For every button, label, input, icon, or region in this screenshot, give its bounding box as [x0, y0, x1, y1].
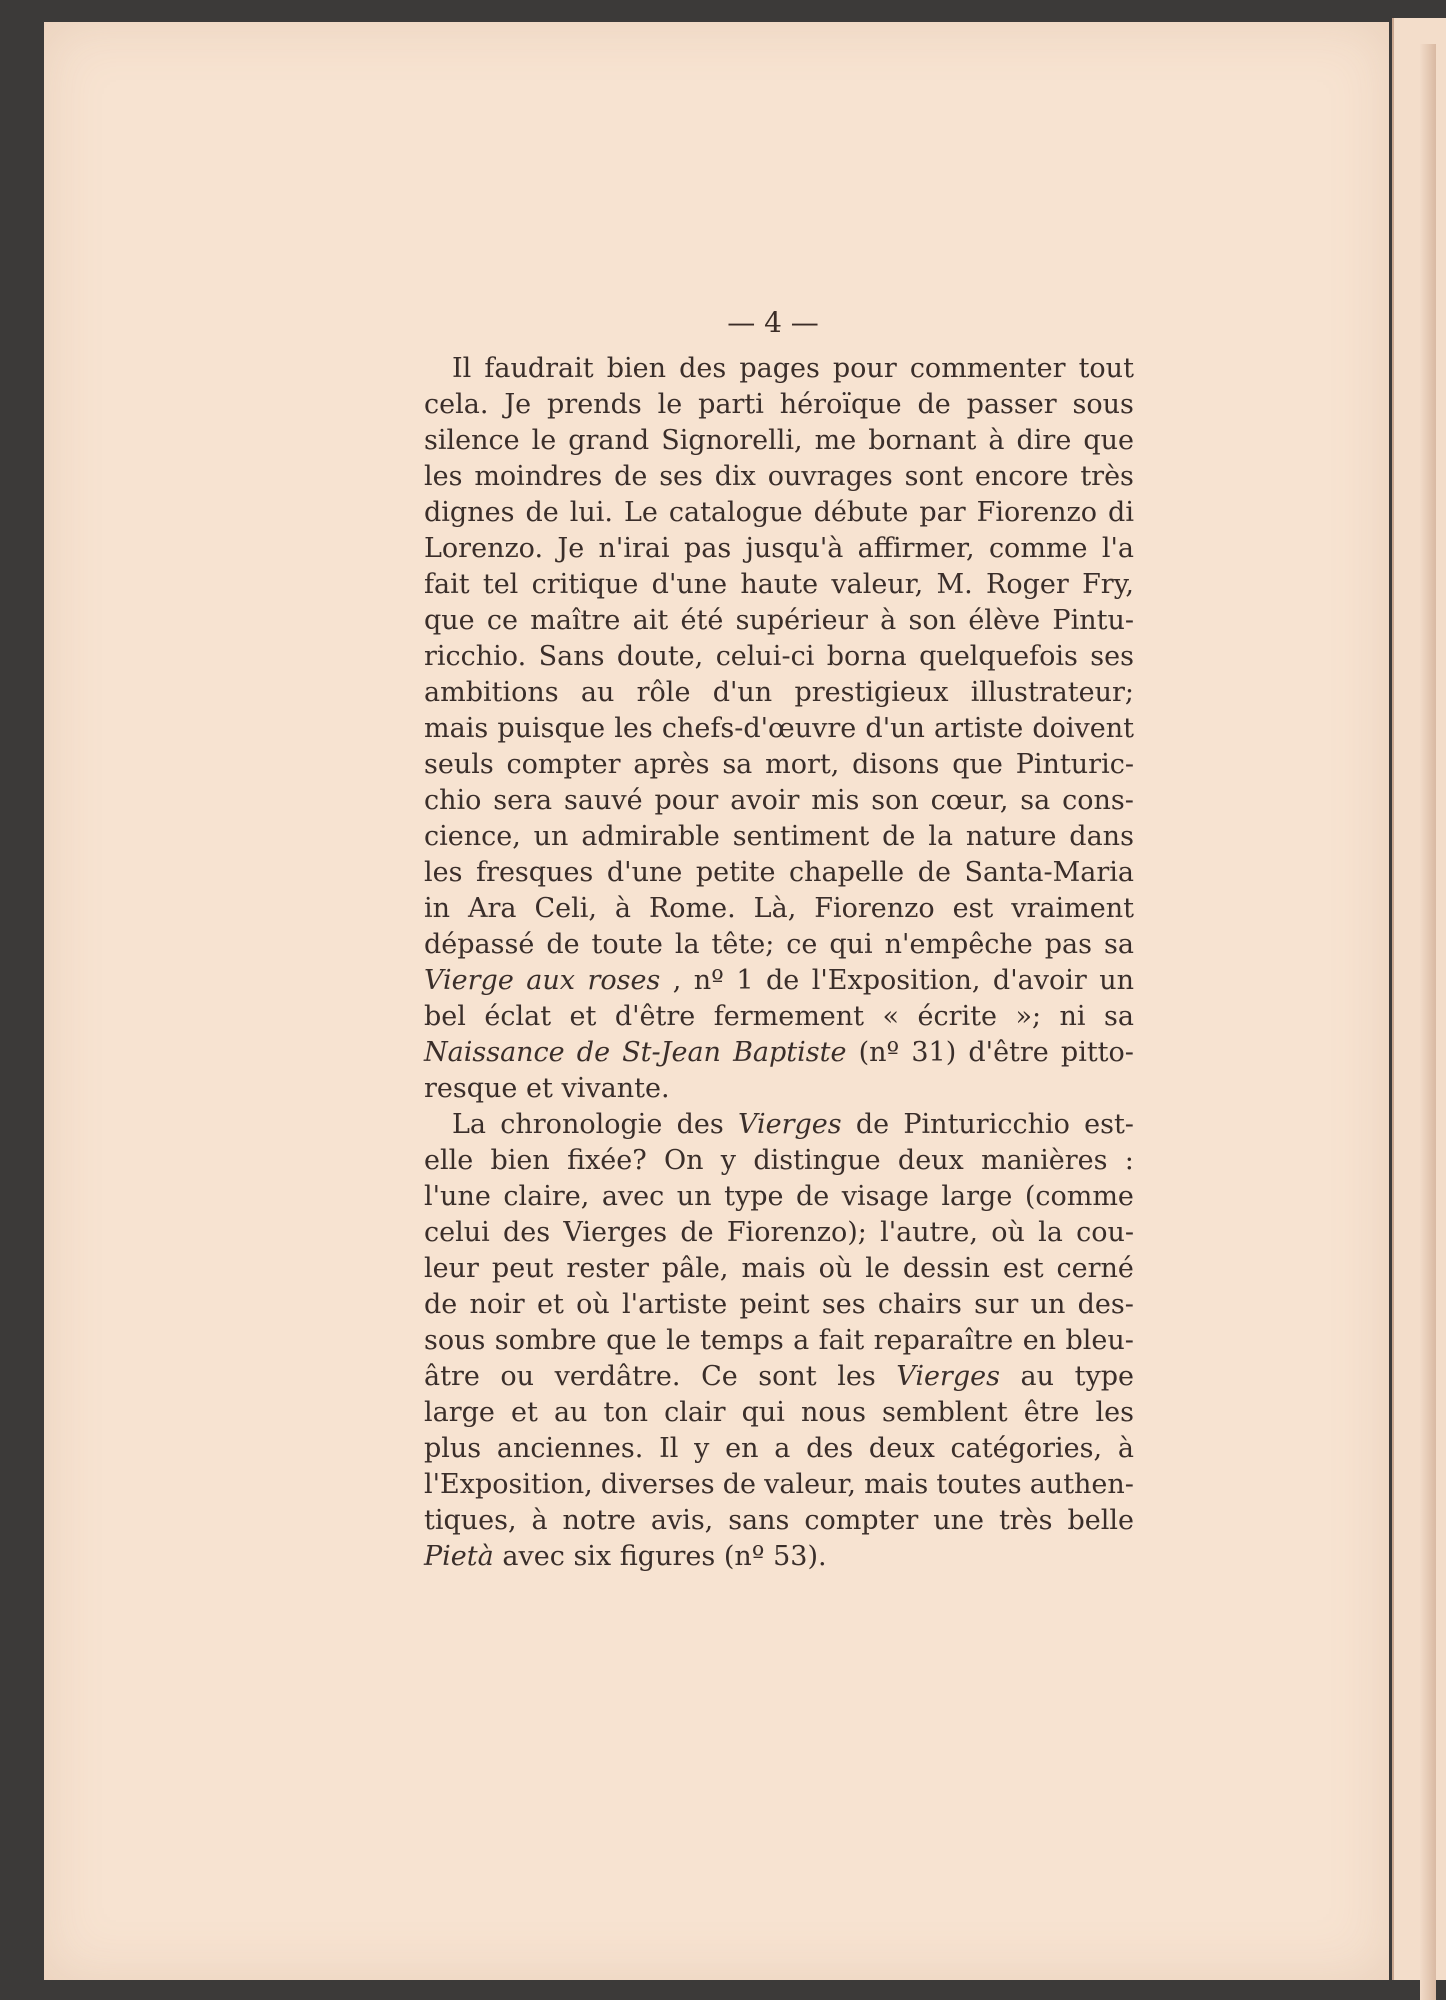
text-line: les fresques d'une petite chapelle de Santa-Maria: [424, 857, 1134, 888]
text-line: fait tel critique d'une haute valeur, M. Roger Fry,: [424, 569, 1134, 600]
text-line: que ce maître ait été supérieur à son élève Pintu-: [424, 605, 1134, 636]
page-fold-shadow: [1420, 44, 1436, 2000]
text-line: l'Exposition, diverses de valeur, mais toutes authen-: [424, 1469, 1134, 1500]
text-line: elle bien fixée? On y distingue deux manières :: [424, 1145, 1134, 1176]
text-line: large et au ton clair qui nous semblent être les: [424, 1397, 1134, 1428]
text-line: leur peut rester pâle, mais où le dessin est cerné: [424, 1253, 1134, 1284]
text-line: ricchio. Sans doute, celui-ci borna quelquefois ses: [424, 641, 1134, 672]
text-line: cience, un admirable sentiment de la nature dans: [424, 821, 1134, 852]
text-line: âtre ou verdâtre. Ce sont les Vierges au type: [424, 1361, 1134, 1392]
page-number: — 4 —: [727, 306, 819, 339]
text-line: resque et vivante.: [424, 1073, 670, 1104]
adjacent-page-edge: [1392, 18, 1446, 1980]
text-line: Vierge aux roses , nº 1 de l'Exposition, d'avoir un: [424, 965, 1134, 996]
text-line: seuls compter après sa mort, disons que Pinturic-: [424, 749, 1134, 780]
text-line: Lorenzo. Je n'irai pas jusqu'à affirmer, comme l'a: [424, 533, 1134, 564]
text-line: de noir et où l'artiste peint ses chairs sur un des-: [424, 1289, 1134, 1320]
text-line: mais puisque les chefs-d'œuvre d'un artiste doivent: [424, 713, 1134, 744]
text-line: silence le grand Signorelli, me bornant à dire que: [424, 425, 1134, 456]
text-line: bel éclat et d'être fermement « écrite »; ni sa: [424, 1001, 1134, 1032]
text-line: in Ara Celi, à Rome. Là, Fiorenzo est vraiment: [424, 893, 1134, 924]
text-line: dignes de lui. Le catalogue débute par Fiorenzo di: [424, 497, 1134, 528]
text-line: Il faudrait bien des pages pour commenter tout: [452, 353, 1134, 384]
text-line: cela. Je prends le parti héroïque de passer sous: [424, 389, 1134, 420]
text-line: La chronologie des Vierges de Pinturicchio est-: [452, 1109, 1134, 1140]
text-line: chio sera sauvé pour avoir mis son cœur, sa cons-: [424, 785, 1134, 816]
body-text: [424, 351, 1134, 1575]
text-line: l'une claire, avec un type de visage large (comme: [424, 1181, 1134, 1212]
text-line: sous sombre que le temps a fait reparaître en bleu-: [424, 1325, 1134, 1356]
text-line: tiques, à notre avis, sans compter une très belle: [424, 1505, 1134, 1536]
text-line: Pietà avec six figures (nº 53).: [424, 1541, 827, 1572]
text-line: Naissance de St-Jean Baptiste (nº 31) d'être pitto-: [424, 1037, 1134, 1068]
text-line: les moindres de ses dix ouvrages sont encore très: [424, 461, 1134, 492]
text-line: dépassé de toute la tête; ce qui n'empêche pas sa: [424, 929, 1134, 960]
text-line: plus anciennes. Il y en a des deux catégories, à: [424, 1433, 1134, 1464]
text-line: celui des Vierges de Fiorenzo); l'autre, où la cou-: [424, 1217, 1134, 1248]
text-line: ambitions au rôle d'un prestigieux illustrateur;: [424, 677, 1134, 708]
